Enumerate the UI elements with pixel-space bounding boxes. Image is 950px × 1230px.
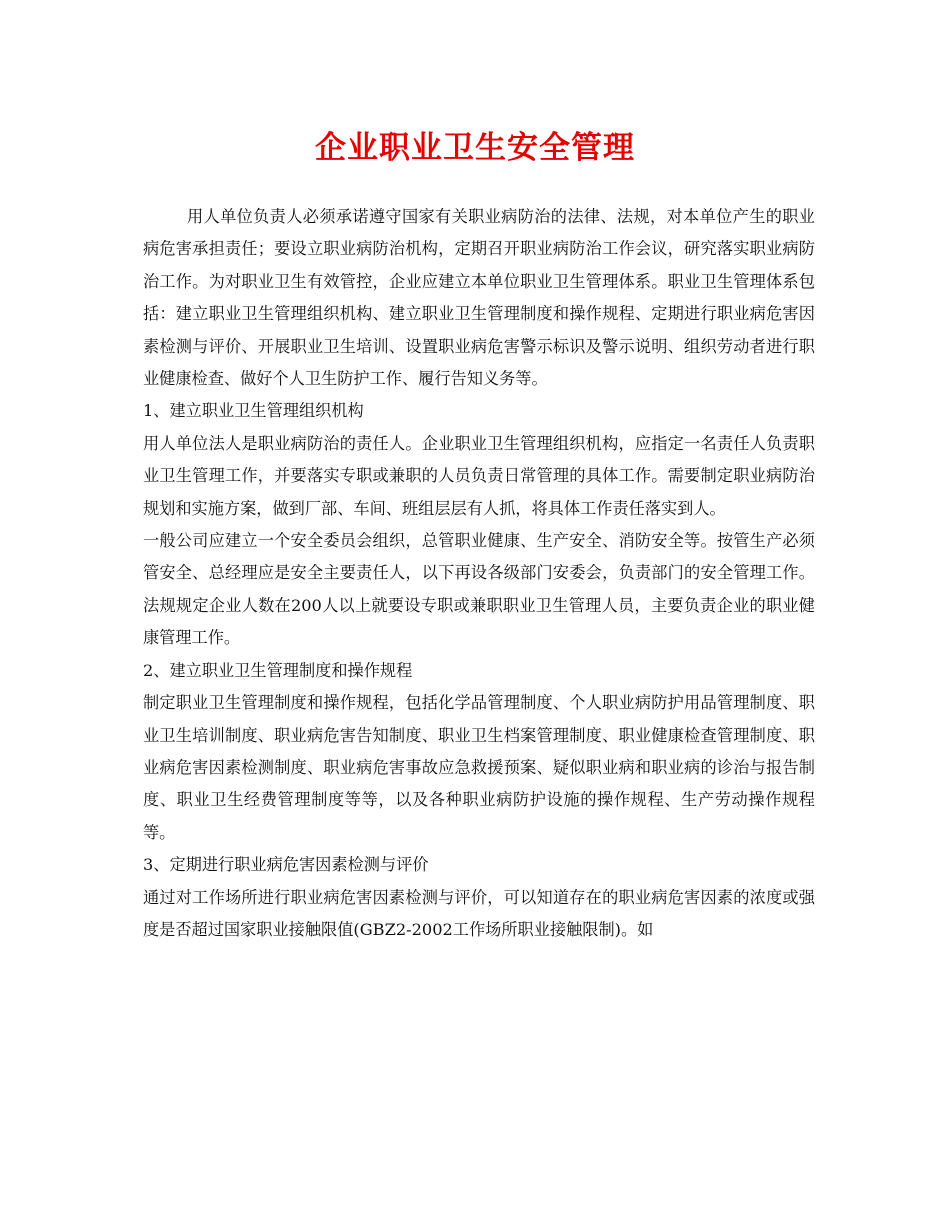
- section-1-heading: 1、建立职业卫生管理组织机构: [143, 401, 364, 421]
- section-1-paragraph-1: 用人单位法人是职业病防治的责任人。企业职业卫生管理组织机构，应指定一名责任人负责职业卫生管理工作，并要落实专职或兼职的人员负责日常管理的具体工作。需要制定职业病防治规划和实施方案，做到厂部、车间、班组层层有人抓，将具体工作责任落实到人。: [143, 433, 815, 518]
- document-body: [143, 201, 815, 946]
- section-3-heading: 3、定期进行职业病危害因素检测与评价: [143, 855, 429, 875]
- section-2-heading: 2、建立职业卫生管理制度和操作规程: [143, 660, 413, 680]
- intro-paragraph: 用人单位负责人必须承诺遵守国家有关职业病防治的法律、法规，对本单位产生的职业病危害承担责任；要设立职业病防治机构，定期召开职业病防治工作会议，研究落实职业病防治工作。为对职业卫生有效管控，企业应建立本单位职业卫生管理体系。职业卫生管理体系包括：建立职业卫生管理组织机构、建立职业卫生管理制度和操作规程、定期进行职业病危害因素检测与评价、开展职业卫生培训、设置职业病危害警示标识及警示说明、组织劳动者进行职业健康检查、做好个人卫生防护工作、履行告知义务等。: [143, 207, 815, 389]
- document-title: 企业职业卫生安全管理: [315, 130, 635, 166]
- section-1-paragraph-2: 一般公司应建立一个安全委员会组织，总管职业健康、生产安全、消防安全等。按管生产必须管安全、总经理应是安全主要责任人，以下再设各级部门安委会，负责部门的安全管理工作。法规规定企业人数在200人以上就要设专职或兼职职业卫生管理人员，主要负责企业的职业健康管理工作。: [143, 531, 815, 648]
- section-2-paragraph-1: 制定职业卫生管理制度和操作规程，包括化学品管理制度、个人职业病防护用品管理制度、职业卫生培训制度、职业病危害告知制度、职业卫生档案管理制度、职业健康检查管理制度、职业病危害因素检测制度、职业病危害事故应急救援预案、疑似职业病和职业病的诊治与报告制度、职业卫生经费管理制度等等，以及各种职业病防护设施的操作规程、生产劳动操作规程等。: [143, 693, 815, 842]
- section-3-paragraph-1: 通过对工作场所进行职业病危害因素检测与评价，可以知道存在的职业病危害因素的浓度或强度是否超过国家职业接触限值(GBZ2-2002工作场所职业接触限制)。如: [143, 887, 815, 939]
